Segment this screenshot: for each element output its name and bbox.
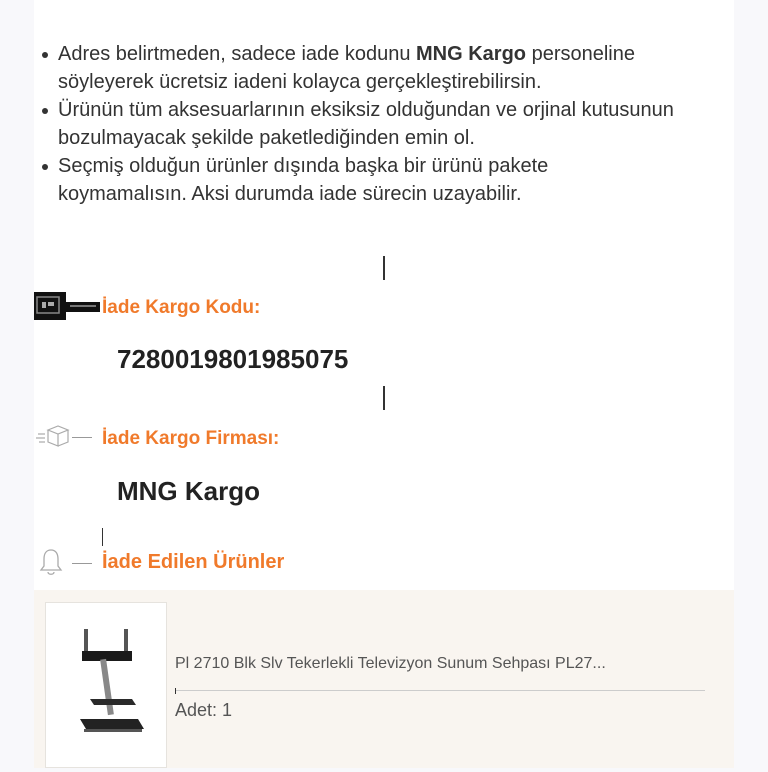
section-dash (72, 563, 92, 564)
carrier-value: MNG Kargo (117, 476, 260, 506)
timeline-connector (383, 256, 385, 280)
instruction-item: Ürünün tüm aksesuarlarının eksiksiz olduğundan ve orjinal kutusunun bozulmayacak şekilde paketlediğinden emin ol. (58, 96, 678, 152)
divider-tick (175, 688, 176, 694)
product-divider (175, 690, 705, 691)
product-quantity: Adet: 1 (175, 700, 233, 720)
carrier-label: İade Kargo Firması: (102, 428, 280, 449)
package-icon (36, 424, 70, 450)
return-code-label: İade Kargo Kodu: (102, 297, 261, 318)
instruction-text: Adres belirtmeden, sadece iade kodunu (58, 43, 417, 65)
barcode-icon (34, 292, 100, 320)
section-dash (72, 437, 92, 438)
return-instructions-list (58, 40, 678, 208)
instruction-text: personeline söyleyerek ücretsiz iadeni kolayca gerçekleştirebilirsin. (58, 43, 635, 93)
return-code-value: 7280019801985075 (117, 344, 349, 374)
product-image[interactable] (45, 602, 167, 768)
product-name[interactable]: Pl 2710 Blk Slv Tekerlekli Televizyon Sunum Sehpası PL27... (175, 655, 606, 672)
instruction-item: Seçmiş olduğun ürünler dışında başka bir ürünü pakete koymamalısın. Aksi durumda iade sürecin uzayabilir. (58, 152, 678, 208)
timeline-connector (102, 528, 103, 546)
instruction-item (58, 40, 678, 96)
carrier-name-bold: MNG Kargo (416, 43, 527, 65)
returned-items-label: İade Edilen Ürünler (102, 551, 285, 573)
timeline-connector (383, 386, 385, 410)
bell-icon (38, 548, 64, 576)
